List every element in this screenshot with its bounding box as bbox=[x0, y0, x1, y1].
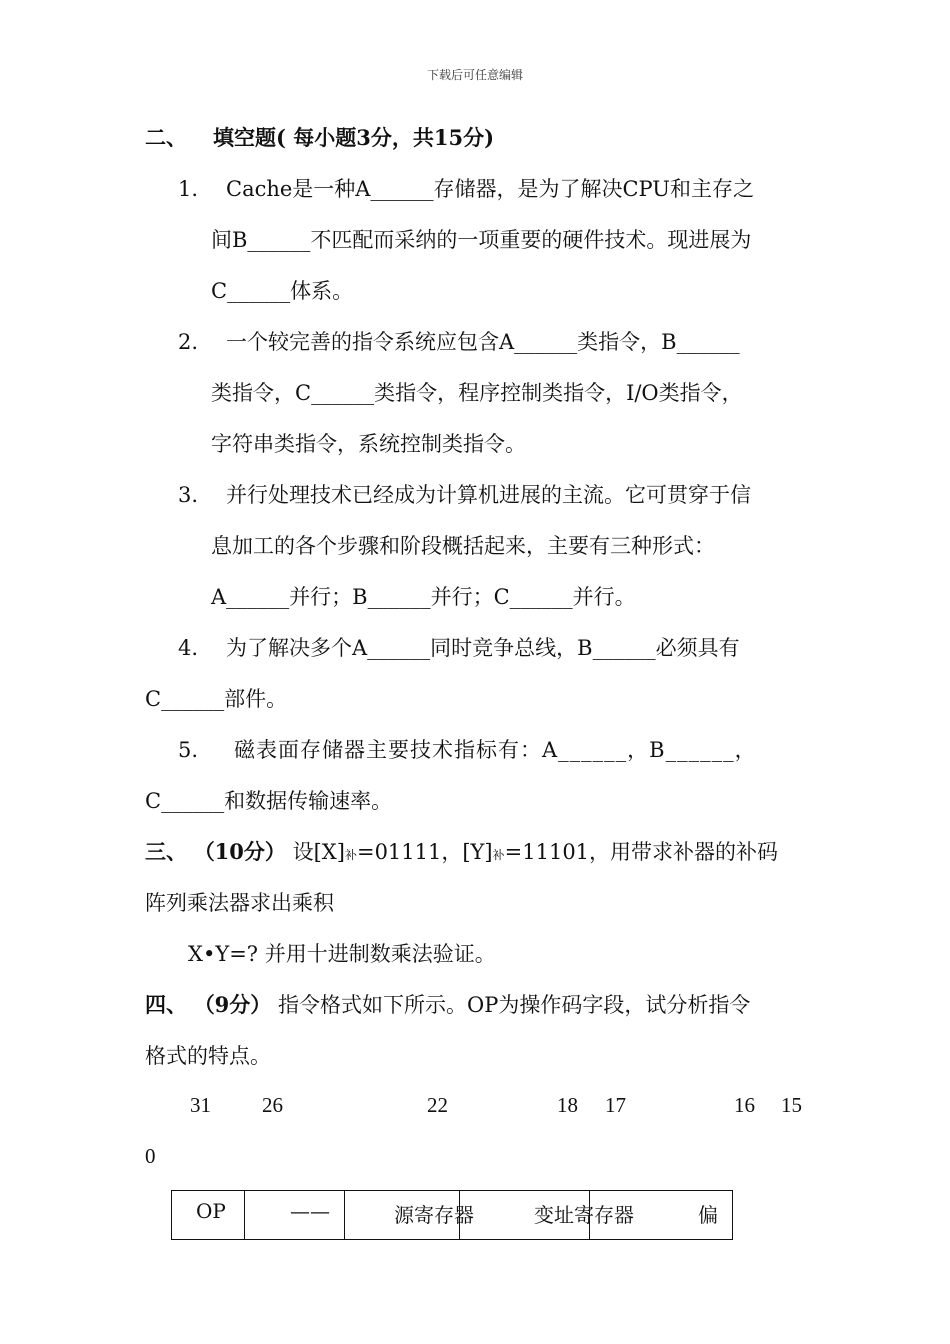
q2-line2: 类指令，C______类指令，程序控制类指令，I/O类指令， bbox=[211, 381, 743, 405]
q4-number: 4. bbox=[178, 636, 199, 660]
section3-number: 三、 bbox=[145, 839, 187, 864]
bit-label-16: 16 bbox=[734, 1093, 755, 1117]
q4-line2: C______部件。 bbox=[145, 687, 288, 711]
field-op: OP bbox=[196, 1199, 226, 1223]
section4-line2: 格式的特点。 bbox=[145, 1044, 271, 1068]
bit-label-0: 0 bbox=[145, 1144, 156, 1168]
section3-line3: X•Y=? 并用十进制数乘法验证。 bbox=[188, 942, 496, 966]
section3-text-a: 设[X] bbox=[292, 840, 345, 864]
q1-number: 1. bbox=[178, 177, 199, 201]
q1-line3: C______体系。 bbox=[211, 279, 354, 303]
q5-number: 5. bbox=[178, 738, 199, 762]
bit-label-18: 18 bbox=[557, 1093, 578, 1117]
table-divider bbox=[244, 1191, 245, 1239]
table-divider bbox=[344, 1191, 345, 1239]
bit-label-26: 26 bbox=[262, 1093, 283, 1117]
section4-text: 指令格式如下所示。OP为操作码字段，试分析指令 bbox=[278, 993, 751, 1017]
q3-line3: A______并行；B______并行；C______并行。 bbox=[211, 585, 636, 609]
q2-number: 2. bbox=[178, 330, 199, 354]
instruction-format-table bbox=[171, 1190, 733, 1240]
field-unused: —— bbox=[290, 1199, 330, 1223]
q3-line1: 并行处理技术已经成为计算机进展的主流。它可贯穿于信 bbox=[226, 483, 751, 507]
bit-label-17: 17 bbox=[605, 1093, 626, 1117]
field-offset: 偏 bbox=[698, 1203, 718, 1227]
q3-line2: 息加工的各个步骤和阶段概括起来，主要有三种形式： bbox=[211, 534, 715, 558]
q3-number: 3. bbox=[178, 483, 199, 507]
field-source-register: 源寄存器 bbox=[394, 1203, 474, 1227]
q5-line1: 磁表面存储器主要技术指标有：A______，B______， bbox=[234, 738, 757, 762]
section3-score: （10分） bbox=[193, 839, 286, 864]
q2-line3: 字符串类指令，系统控制类指令。 bbox=[211, 432, 526, 456]
section3-text-c: =11101，用带求补器的补码 bbox=[504, 840, 779, 864]
page-header: 下载后可任意编辑 bbox=[426, 68, 523, 82]
section2-title: 填空题( 每小题3分，共15分) bbox=[213, 125, 495, 150]
section4-number: 四、 bbox=[145, 992, 187, 1017]
section3-text-b: =01111，[Y] bbox=[356, 840, 493, 864]
section4-score: （9分） bbox=[193, 992, 272, 1017]
bit-label-15: 15 bbox=[781, 1093, 802, 1117]
section4-line1 bbox=[145, 991, 750, 1019]
q1-line1: Cache是一种A______存储器，是为了解决CPU和主存之 bbox=[226, 177, 754, 201]
section2-number: 二、 bbox=[145, 125, 187, 150]
section3-sub2: 补 bbox=[492, 848, 505, 862]
section3-line1 bbox=[145, 838, 778, 869]
bit-label-22: 22 bbox=[427, 1093, 448, 1117]
q2-line1: 一个较完善的指令系统应包含A______类指令，B______ bbox=[226, 330, 740, 354]
section3-line2: 阵列乘法器求出乘积 bbox=[145, 891, 334, 915]
q5-line2: C______和数据传输速率。 bbox=[145, 789, 393, 813]
q4-line1: 为了解决多个A______同时竞争总线，B______必须具有 bbox=[226, 636, 740, 660]
bit-label-31: 31 bbox=[190, 1093, 211, 1117]
q1-line2: 间B______不匹配而采纳的一项重要的硬件技术。现进展为 bbox=[211, 228, 752, 252]
field-index-register: 变址寄存器 bbox=[534, 1203, 634, 1227]
section3-sub1: 补 bbox=[344, 848, 357, 862]
